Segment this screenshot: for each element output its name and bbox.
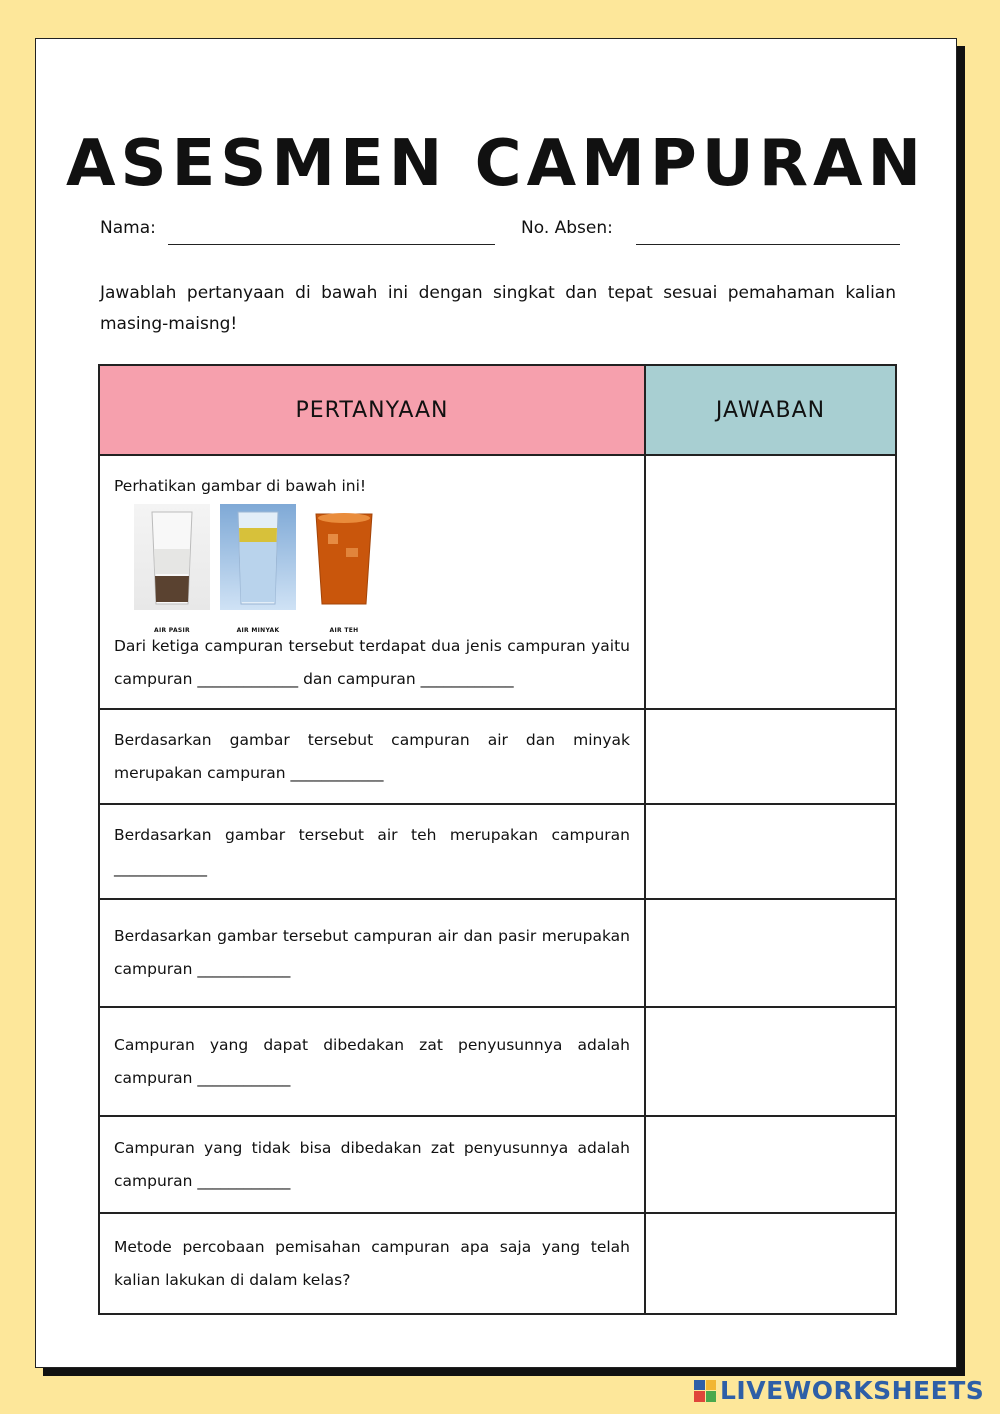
table-row (99, 1007, 896, 1116)
image-caption: AIR TEH (329, 627, 359, 634)
answer-cell-4[interactable] (645, 899, 896, 1007)
answer-cell-6[interactable] (645, 1116, 896, 1213)
answer-cell-1[interactable] (645, 455, 896, 709)
question-text-1: Dari ketiga campuran tersebut terdapat dua jenis campuran yaitu campuran _____________ dan campuran ____________ (114, 637, 630, 688)
question-text-2: Berdasarkan gambar tersebut campuran air dan minyak merupakan campuran ____________ (99, 709, 645, 804)
question-text-4: Berdasarkan gambar tersebut campuran air dan pasir merupakan campuran ____________ (99, 899, 645, 1007)
answer-cell-2[interactable] (645, 709, 896, 804)
name-label: Nama: (100, 218, 156, 238)
question-text-6: Campuran yang tidak bisa dibedakan zat penyusunnya adalah campuran ____________ (99, 1116, 645, 1213)
glass-sand-icon (134, 504, 210, 610)
header-question: PERTANYAAN (99, 365, 645, 455)
glass-tea-icon (306, 504, 382, 610)
image-air-pasir (134, 504, 210, 634)
table-row (99, 709, 896, 804)
header-answer: JAWABAN (645, 365, 896, 455)
table-row (99, 455, 896, 709)
question-text-3: Berdasarkan gambar tersebut air teh merupakan campuran ____________ (99, 804, 645, 899)
q1-intro: Perhatikan gambar di bawah ini! (114, 477, 367, 495)
instruction-text: Jawablah pertanyaan di bawah ini dengan singkat dan tepat sesuai pemahaman kalian masing-maisng! (100, 283, 896, 334)
answer-cell-7[interactable] (645, 1213, 896, 1314)
liveworksheets-watermark (694, 1376, 984, 1405)
page-title: ASESMEN CAMPURAN (65, 127, 927, 201)
absen-input-line[interactable] (636, 244, 900, 245)
image-caption: AIR MINYAK (236, 627, 280, 634)
table-header-row (99, 365, 896, 455)
table-row (99, 804, 896, 899)
glass-oil-icon (220, 504, 296, 610)
absen-label: No. Absen: (521, 218, 613, 238)
watermark-text: LIVEWORKSHEETS (720, 1376, 985, 1405)
question-cell-1 (99, 455, 645, 709)
mixture-images (134, 504, 630, 634)
image-air-minyak (220, 504, 296, 634)
question-table (98, 364, 897, 1315)
liveworksheets-logo-icon (694, 1380, 716, 1402)
image-caption: AIR PASIR (154, 627, 190, 634)
image-air-teh (306, 504, 382, 634)
question-text-5: Campuran yang dapat dibedakan zat penyusunnya adalah campuran ____________ (99, 1007, 645, 1116)
table-row (99, 1116, 896, 1213)
table-row (99, 899, 896, 1007)
question-text-7: Metode percobaan pemisahan campuran apa saja yang telah kalian lakukan di dalam kelas? (99, 1213, 645, 1314)
table-row (99, 1213, 896, 1314)
answer-cell-3[interactable] (645, 804, 896, 899)
answer-cell-5[interactable] (645, 1007, 896, 1116)
name-input-line[interactable] (168, 244, 495, 245)
